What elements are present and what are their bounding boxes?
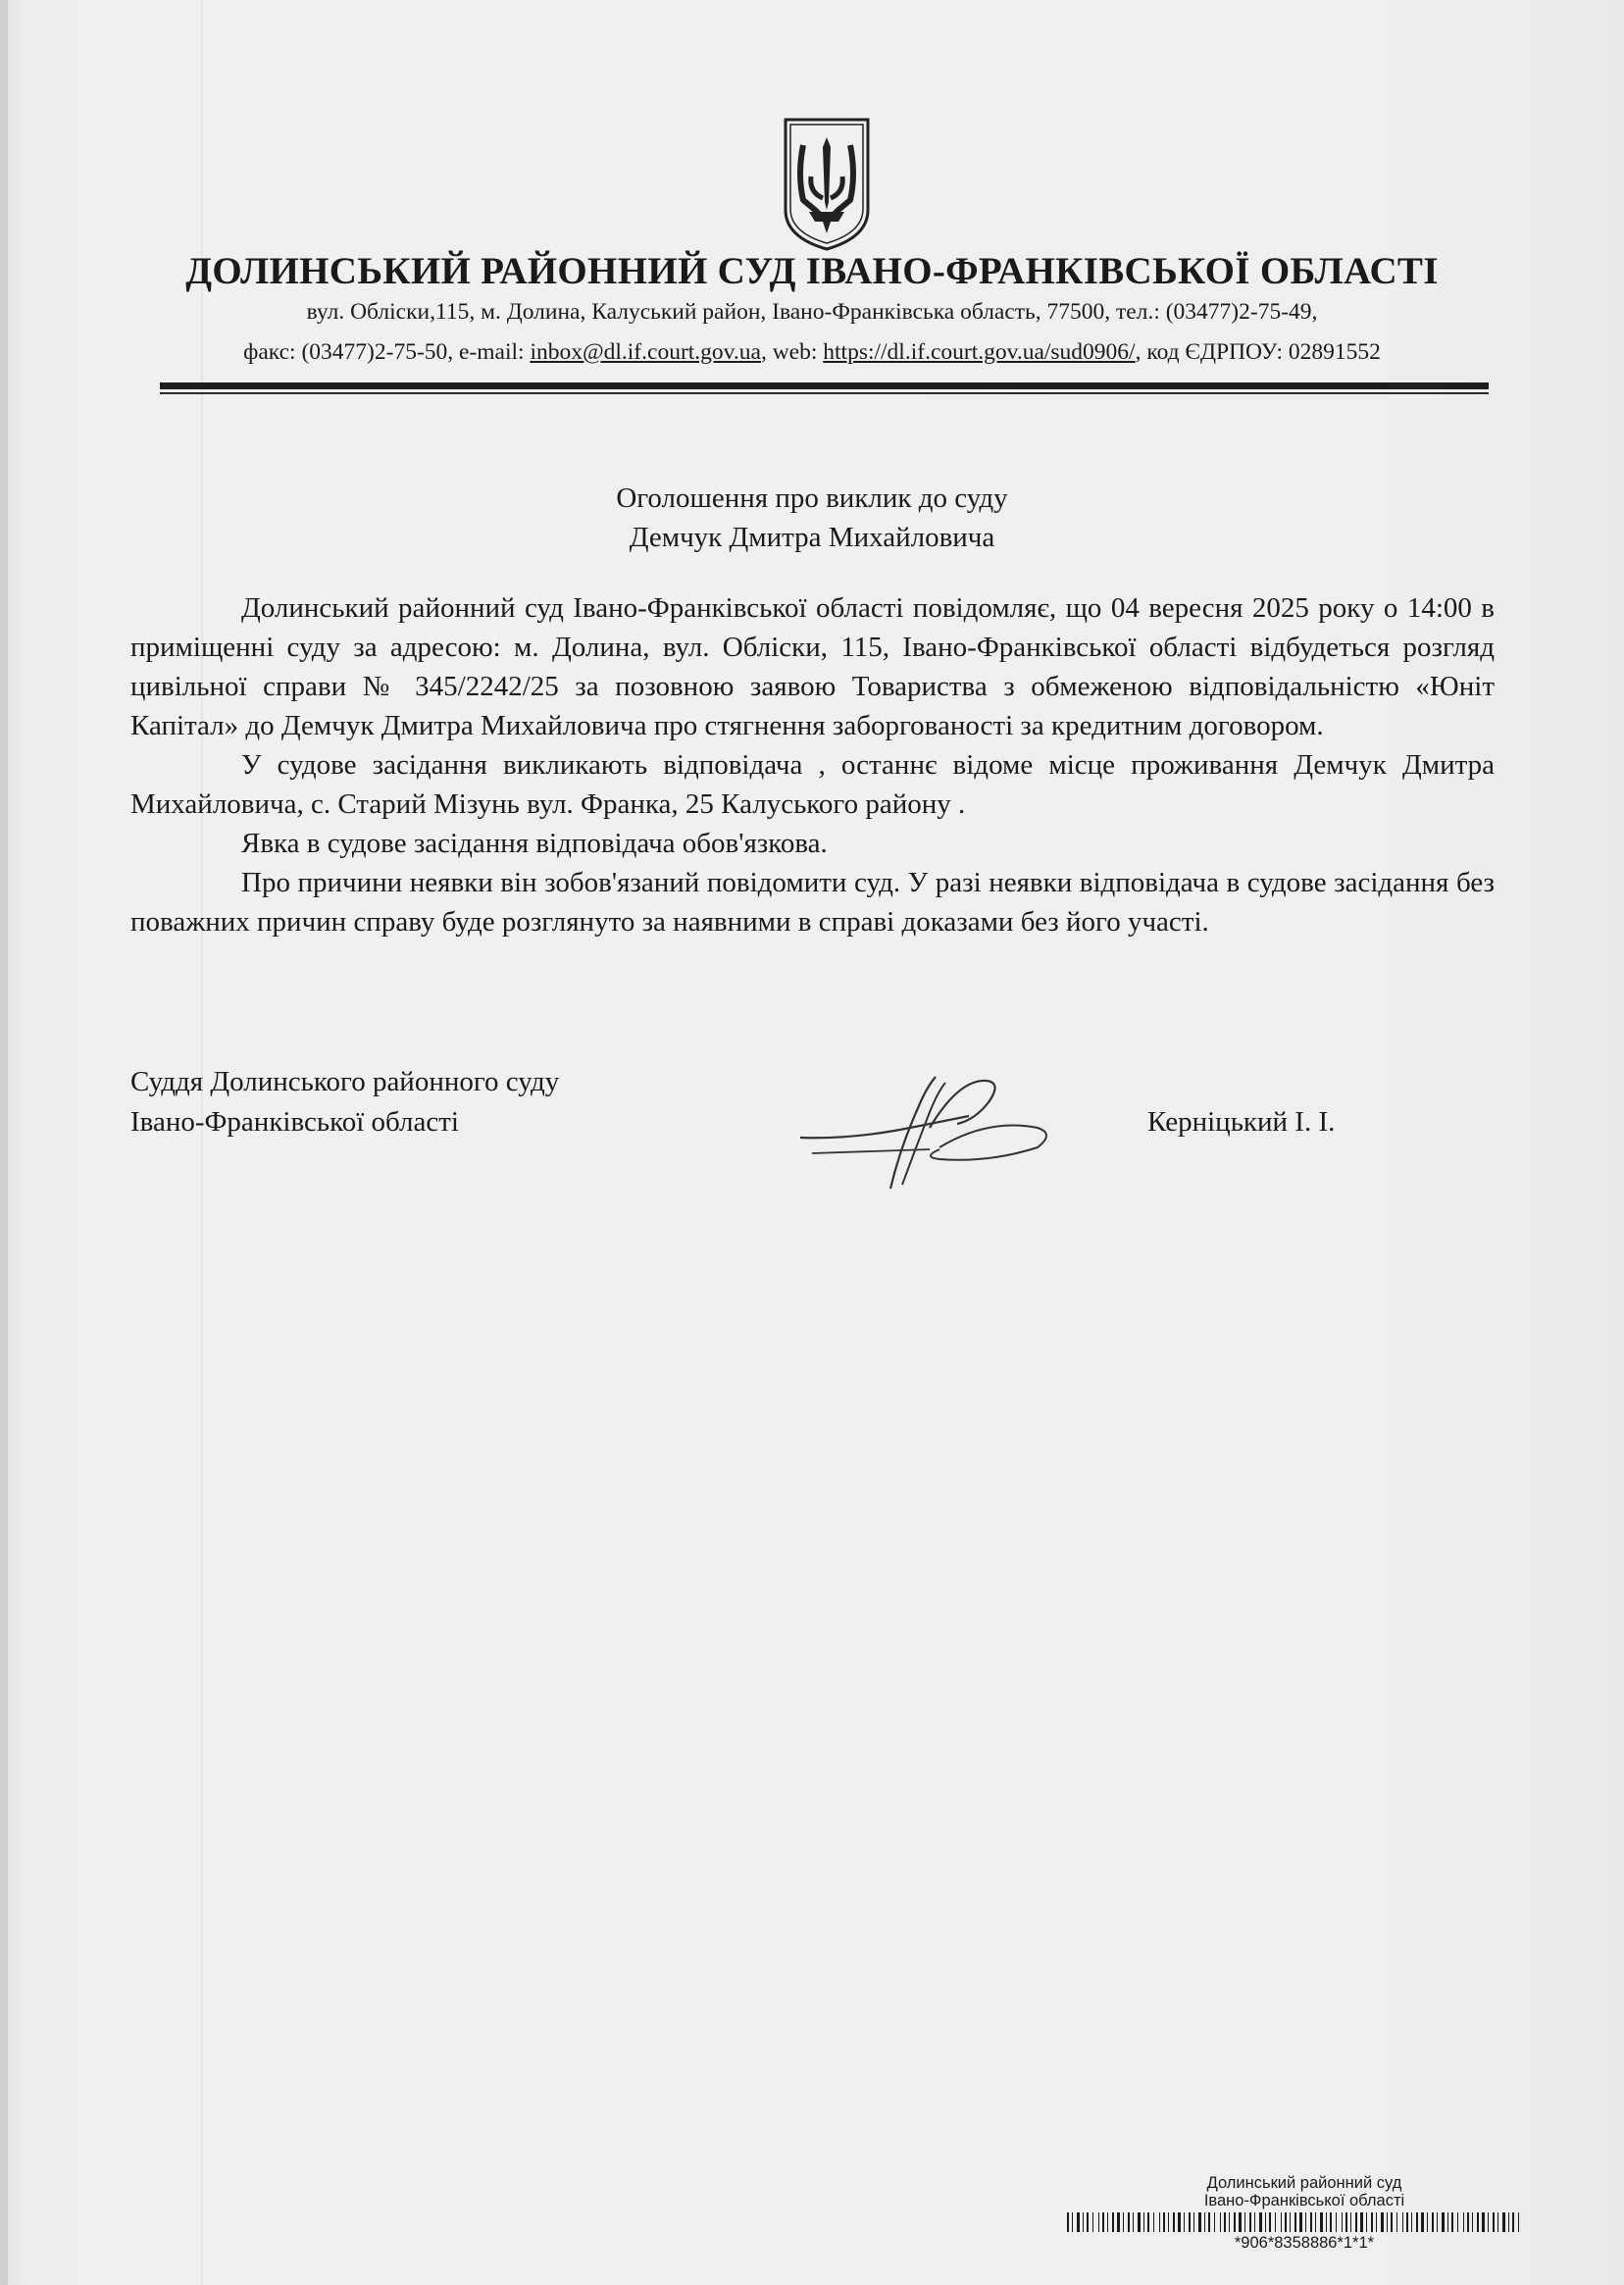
handwritten-signature-icon: [792, 1069, 1057, 1192]
web-prefix: , web:: [760, 339, 824, 365]
paragraph-hearing: Долинський районний суд Івано-Франківської області повідомляє, що 04 вересня 2025 року о 14:00 в приміщенні суду за адресою: м. Долина, вул. Обліски, 115, Івано-Франківської області відбудеться розгляд цивільної справи № 345/2242/25 за позовною заявою Товариства з обмеженою відповідальністю «Юніт Капітал» до Демчук Дмитра Михайловича про стягнення заборгованості за кредитним договором.: [130, 592, 1495, 741]
notice-title-line1: Оголошення про виклик до суду: [616, 482, 1008, 514]
paragraph-attendance: Явка в судове засідання відповідача обов'язкова.: [241, 828, 828, 859]
stamp-line1: Долинський районний суд: [1206, 2174, 1402, 2192]
court-name: ДОЛИНСЬКИЙ РАЙОННИЙ СУД ІВАНО-ФРАНКІВСЬКОЇ ОБЛАСТІ: [185, 250, 1439, 292]
barcode-text: *906*8358886*1*1*: [1234, 2234, 1375, 2252]
judge-name: Керніцький І. І.: [1147, 1106, 1336, 1138]
tryzub-coat-of-arms-icon: [780, 116, 874, 253]
stamp-line2: Івано-Франківської області: [1203, 2192, 1405, 2209]
email-link[interactable]: inbox@dl.if.court.gov.ua: [530, 339, 761, 365]
header-divider-thin: [160, 392, 1489, 394]
web-link[interactable]: https://dl.if.court.gov.ua/sud0906/: [823, 339, 1136, 365]
notice-body: [130, 588, 1495, 941]
scan-edge: [0, 0, 8, 2285]
stamp-court-name: [1157, 2174, 1451, 2209]
paragraph-summons: У судове засідання викликають відповідача , останнє відоме місце проживання Демчук Дмитра Михайловича, с. Старий Мізунь вул. Франка, 25 Калуського району .: [130, 749, 1495, 820]
fax-prefix: факс: (03477)2-75-50, e-mail:: [243, 339, 531, 365]
court-contacts: [118, 339, 1506, 366]
judge-role: [130, 1062, 559, 1142]
notice-title-line2: Демчук Дмитра Михайловича: [629, 522, 995, 553]
paragraph-absence: Про причини неявки він зобов'язаний повідомити суд. У разі неявки відповідача в судове засідання без поважних причин справу буде розглянуто за наявними в справі доказами без його участі.: [130, 867, 1495, 938]
court-address: вул. Обліски,115, м. Долина, Калуський район, Івано-Франківська область, 77500, тел.: (03477)2-75-49,: [306, 299, 1318, 325]
notice-title: [118, 479, 1506, 557]
header-divider-thick: [160, 382, 1489, 389]
edrpou-code: , код ЄДРПОУ: 02891552: [1135, 339, 1381, 365]
judge-role-line2: Івано-Франківської області: [130, 1106, 459, 1138]
judge-role-line1: Суддя Долинського районного суду: [130, 1066, 560, 1097]
barcode-icon: [1067, 2212, 1523, 2232]
